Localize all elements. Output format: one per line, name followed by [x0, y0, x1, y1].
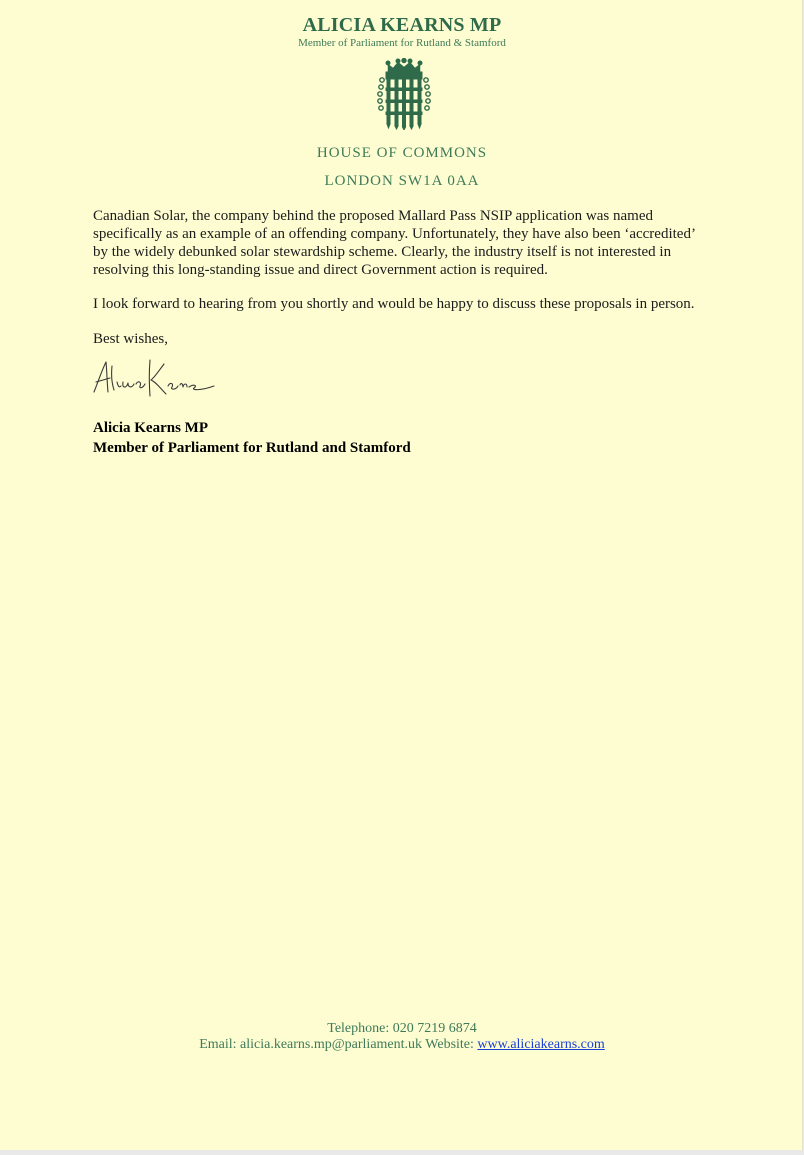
body-paragraph-2: I look forward to hearing from you shortly and would be happy to discuss these proposals in person.	[93, 296, 695, 312]
closing-line: Best wishes,	[93, 331, 168, 347]
letterhead-name: ALICIA KEARNS MP	[302, 14, 502, 36]
footer-email: Email: alicia.kearns.mp@parliament.uk Website:	[199, 1037, 478, 1052]
footer-contact	[0, 1037, 804, 1053]
portcullis-crest-icon	[374, 58, 434, 130]
signatory-name: Alicia Kearns MP	[93, 420, 208, 436]
body-paragraph-1: Canadian Solar, the company behind the proposed Mallard Pass NSIP application was named specifically as an example of an offending company. Unfortunately, they have also been ‘accredited’ by the widely debunked solar stewardship scheme. Clearly, the industry itself is not interested in resolving this long-standing issue and direct Government action is required.	[93, 208, 695, 278]
footer-telephone: Telephone: 020 7219 6874	[327, 1021, 477, 1036]
address-line-1: HOUSE OF COMMONS	[316, 145, 488, 161]
website-link[interactable]: www.aliciakearns.com	[477, 1037, 605, 1052]
address-line-2: LONDON SW1A 0AA	[324, 173, 480, 189]
letterhead-subtitle: Member of Parliament for Rutland & Stamford	[298, 37, 506, 49]
signatory-title: Member of Parliament for Rutland and Stamford	[93, 440, 411, 456]
handwritten-signature	[90, 352, 230, 402]
